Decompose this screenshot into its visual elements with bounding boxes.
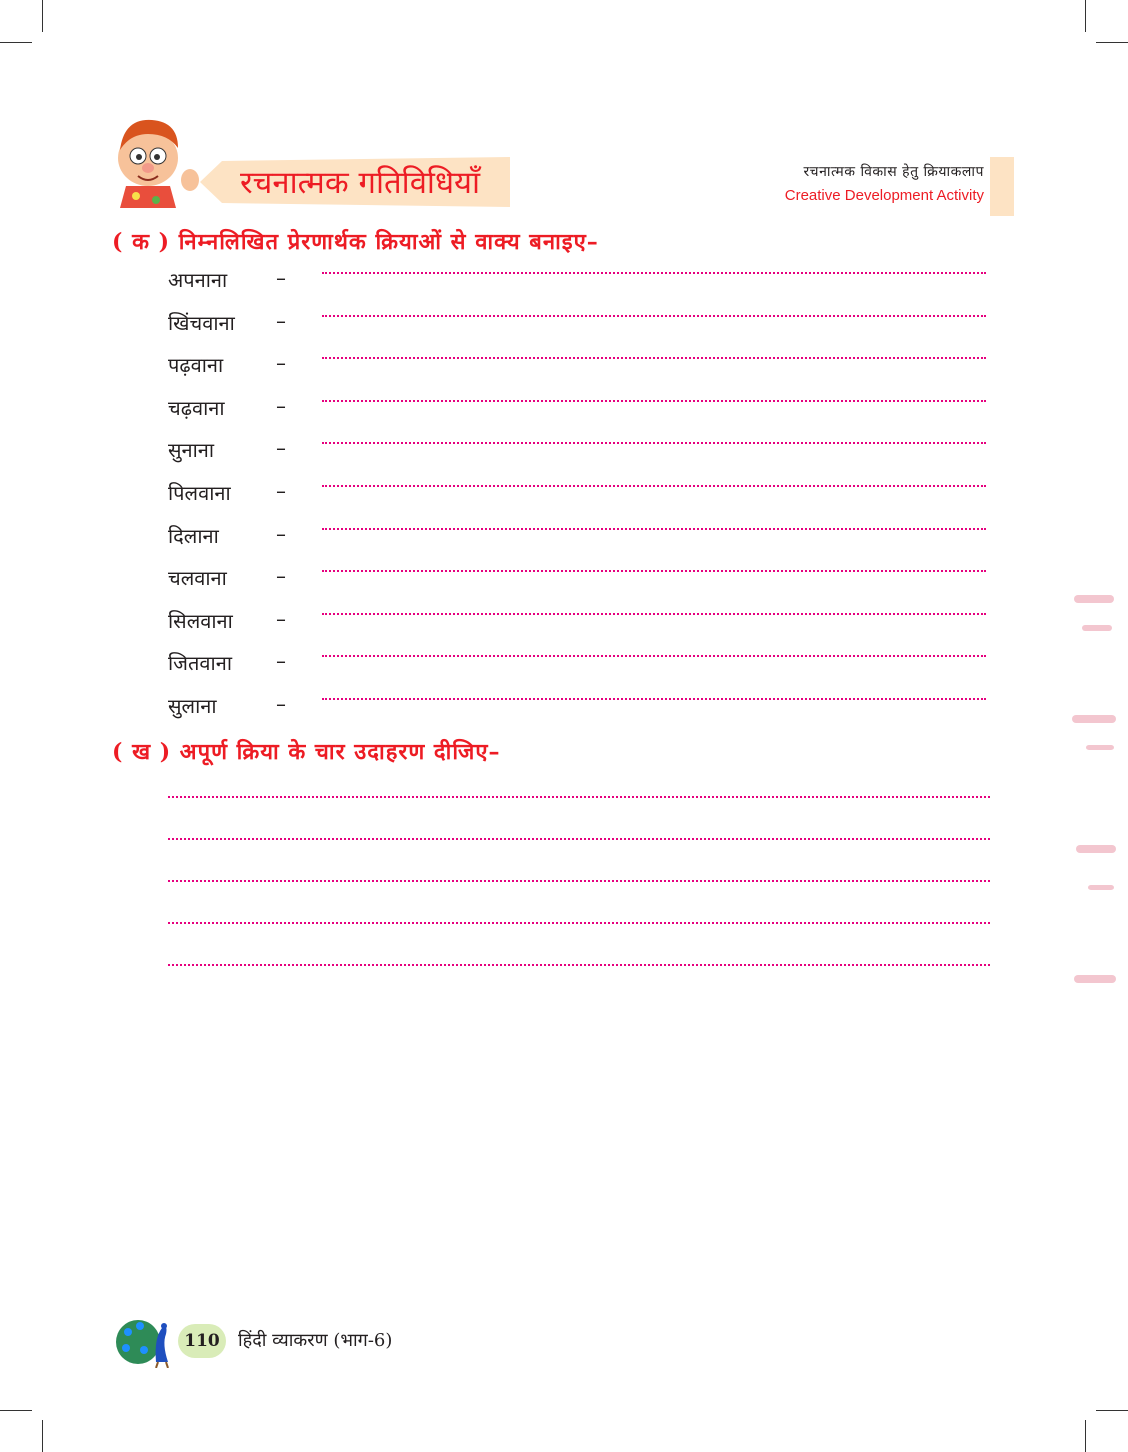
subtitle-english: Creative Development Activity [784, 187, 984, 204]
side-tab [990, 157, 1014, 216]
word-row [0, 394, 1128, 434]
verb-word: सुलाना [168, 694, 217, 718]
word-row [0, 266, 1128, 306]
dash: – [276, 606, 286, 631]
crop-mark [0, 1410, 32, 1411]
banner-title: रचनात्मक गतिविधियाँ [240, 165, 481, 201]
answer-line[interactable] [168, 880, 990, 882]
word-row [0, 607, 1128, 647]
crop-mark [42, 0, 43, 32]
crop-mark [1096, 42, 1128, 43]
answer-blank[interactable] [322, 272, 986, 274]
answer-blank[interactable] [322, 400, 986, 402]
section-b-heading: ( ख ) अपूर्ण क्रिया के चार उदाहरण दीजिए– [112, 739, 501, 765]
dash: – [276, 436, 286, 461]
page-number: 110 [178, 1324, 226, 1358]
answer-blank[interactable] [322, 698, 986, 700]
verb-word: पढ़वाना [168, 353, 224, 378]
word-row [0, 309, 1128, 349]
verb-word: चलवाना [168, 566, 227, 591]
answer-line[interactable] [168, 796, 990, 798]
dash: – [276, 266, 286, 290]
dash: – [276, 521, 286, 546]
word-row [0, 564, 1128, 604]
crop-mark [1085, 1420, 1086, 1452]
verb-word: अपनाना [168, 268, 228, 292]
answer-blank[interactable] [322, 613, 986, 615]
answer-blank[interactable] [322, 485, 986, 487]
book-title: हिंदी व्याकरण (भाग-6) [238, 1330, 393, 1351]
verb-word: पिलवाना [168, 481, 231, 505]
chapter-subtitle [785, 162, 984, 204]
verb-word: दिलाना [168, 523, 219, 548]
verb-word: खिंचवाना [168, 310, 235, 335]
boy-mascot-icon [108, 112, 204, 208]
answer-line[interactable] [168, 922, 990, 924]
verb-word: जितवाना [168, 651, 232, 676]
word-row [0, 692, 1128, 732]
peacock-icon [116, 1314, 180, 1368]
subtitle-hindi: रचनात्मक विकास हेतु क्रियाकलाप [803, 164, 984, 180]
crop-mark [1085, 0, 1086, 32]
answer-blank[interactable] [322, 315, 986, 317]
activity-banner [200, 157, 510, 207]
answer-blank[interactable] [322, 357, 986, 359]
word-row [0, 436, 1128, 476]
crop-mark [0, 42, 32, 43]
word-row [0, 479, 1128, 519]
page-edge-decoration-icon [1068, 585, 1124, 1005]
word-row [0, 351, 1128, 391]
answer-line[interactable] [168, 838, 990, 840]
verb-word: सुनाना [168, 438, 215, 463]
dash: – [276, 649, 286, 674]
answer-blank[interactable] [322, 655, 986, 657]
answer-blank[interactable] [322, 570, 986, 572]
dash: – [276, 308, 286, 333]
verb-word: चढ़वाना [168, 395, 225, 420]
dash: – [276, 564, 286, 589]
answer-line[interactable] [168, 964, 990, 966]
word-row [0, 649, 1128, 689]
verb-word: सिलवाना [168, 608, 233, 633]
word-row [0, 522, 1128, 562]
dash: – [276, 479, 286, 503]
answer-blank[interactable] [322, 442, 986, 444]
crop-mark [42, 1420, 43, 1452]
crop-mark [1096, 1410, 1128, 1411]
answer-blank[interactable] [322, 528, 986, 530]
dash: – [276, 393, 286, 418]
dash: – [276, 351, 286, 376]
section-a-heading: ( क ) निम्नलिखित प्रेरणार्थक क्रियाओं से वाक्य बनाइए– [112, 229, 599, 255]
dash: – [276, 692, 286, 716]
